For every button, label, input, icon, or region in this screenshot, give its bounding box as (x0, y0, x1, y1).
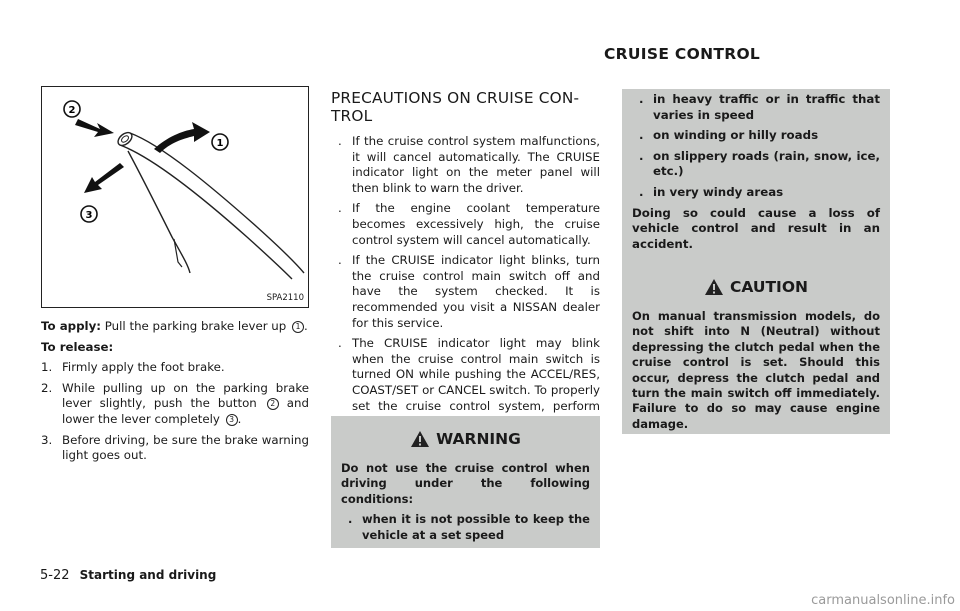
parking-brake-figure (41, 86, 309, 308)
right-column-box (622, 89, 890, 269)
svg-text:1: 1 (216, 138, 224, 149)
list-item: . in very windy areas (639, 184, 784, 199)
list-item: . when it is not possible to keep the vehicle at a set speed (348, 512, 590, 542)
section-title: PRECAUTIONS ON CRUISE CON-TROL (331, 89, 580, 125)
apply-paragraph: To apply: Pull the parking brake lever up 1 . (41, 319, 308, 333)
list-item: . on slippery roads (rain, snow, ice, etc.) (639, 148, 880, 179)
svg-text:2: 2 (68, 105, 76, 116)
parking-brake-illustration (42, 87, 308, 307)
list-item: . in heavy traffic or in traffic that varies in speed (639, 92, 880, 122)
ref-3: 3 (226, 414, 238, 426)
caution-text: On manual transmission models, do not shift into N (Neutral) without depressing the clutch pedal when the cruise control is set. Should this occur, depress the clutch pedal and turn the main switch off immediately. Failure to do so may cause engine damage. (632, 309, 880, 431)
callout-2 (64, 101, 80, 117)
middle-column (331, 89, 600, 435)
list-item: . If the CRUISE indicator light blinks, turn the cruise control main switch off and have the system checked. It is recommended you visit a NISSAN dealer for this service. (338, 253, 600, 330)
apply-text: Pull the parking brake lever up (104, 319, 287, 333)
caution-triangle-icon (704, 278, 724, 296)
list-item: 2. While pulling up on the parking brake lever slightly, push the button 2 and lower the lever completely 3 . (41, 380, 309, 426)
apply-label: To apply: (41, 319, 101, 333)
warning-box (331, 416, 600, 548)
warning-heading: WARNING (331, 430, 600, 448)
list-item: . If the engine coolant temperature becomes excessively high, the cruise control system will cancel automatically. (338, 201, 600, 247)
ref-1: 1 (292, 321, 304, 333)
warning-continued-box (622, 89, 890, 269)
watermark: carmanualsonline.info (811, 593, 955, 608)
release-steps (41, 360, 309, 464)
warning-intro: Do not use the cruise control when driving under the following conditions: (341, 461, 590, 506)
list-item: . The CRUISE indicator light may blink when the cruise control main switch is turned ON while pushing the ACCEL/RES, COAST/SET or CANCEL switch. To properly set the cruise control system, perform (338, 336, 600, 413)
svg-text:3: 3 (85, 210, 93, 221)
page-footer (40, 568, 216, 583)
list-item: . on winding or hilly roads (639, 128, 819, 143)
left-column (41, 319, 309, 469)
caution-box (622, 264, 890, 434)
callout-3 (81, 206, 97, 222)
caution-body (622, 309, 890, 432)
warning-triangle-icon (410, 430, 430, 448)
release-label: To release: (41, 339, 114, 354)
footer-section: Starting and driving (79, 568, 217, 582)
warning-summary: Doing so could cause a loss of vehicle control and result in an accident. (632, 205, 880, 251)
figure-code: SPA2110 (266, 293, 304, 303)
warning-body (331, 461, 600, 543)
page-number: 5-22 (40, 568, 70, 583)
list-item: 3. Before driving, be sure the brake warning light goes out. (41, 432, 309, 463)
callout-1 (212, 134, 228, 150)
caution-heading: CAUTION (622, 278, 890, 296)
page-header-title: CRUISE CONTROL (604, 45, 761, 63)
list-item: 1. Firmly apply the foot brake. (41, 360, 225, 375)
precautions-list (331, 134, 600, 430)
ref-2: 2 (267, 398, 279, 410)
list-item: . If the cruise control system malfunctions, it will cancel automatically. The CRUISE indicator light on the meter panel will then blink to warn the driver. (338, 134, 600, 195)
